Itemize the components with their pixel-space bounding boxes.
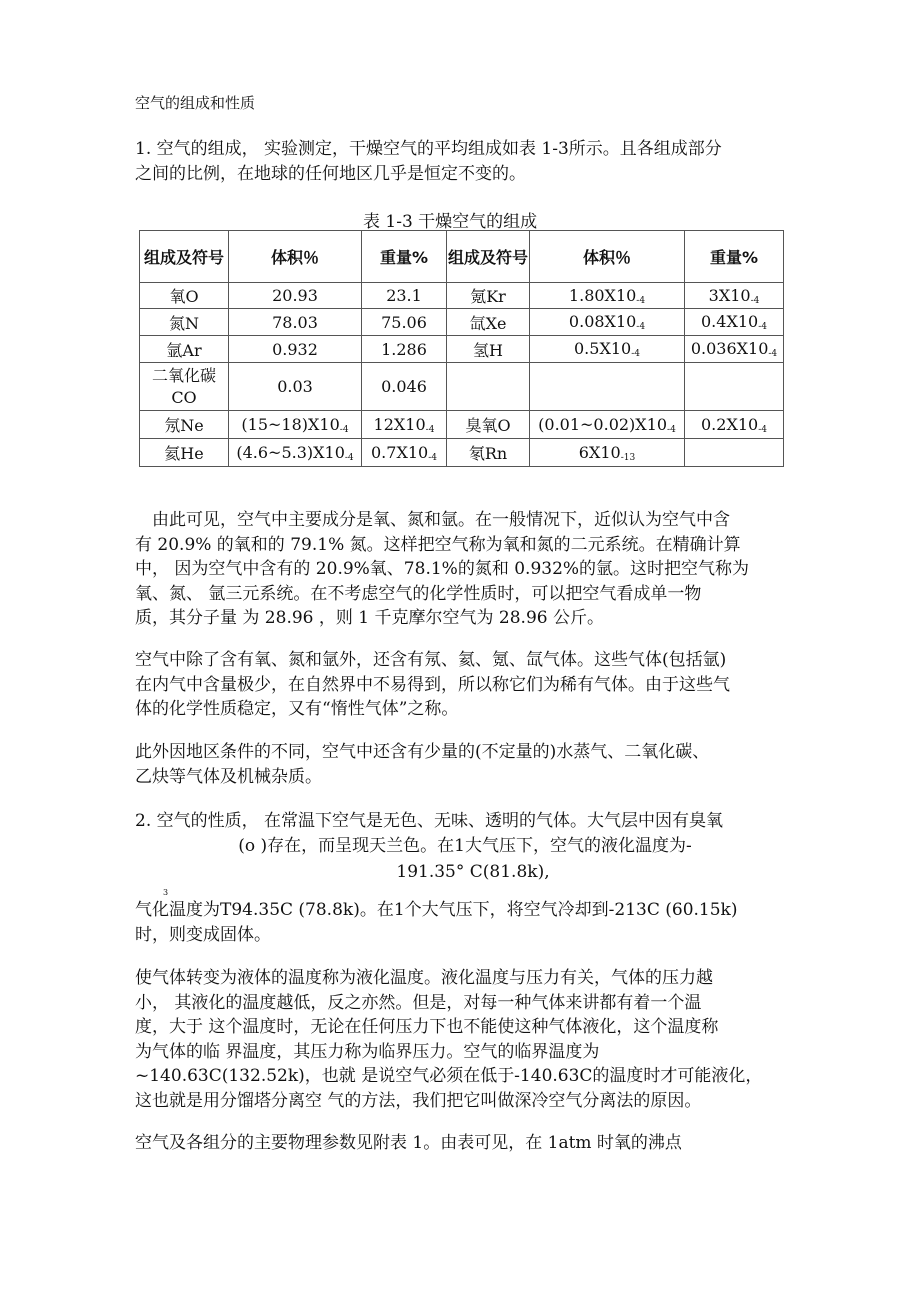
- table-row: [140, 309, 784, 336]
- paragraph-air-composition: [135, 137, 795, 186]
- text-line: 2. 空气的性质， 在常温下空气是无色、无味、透明的气体。大气层中因有臭氧: [135, 811, 724, 831]
- table-cell: 23.1: [362, 283, 447, 309]
- document-title: 空气的组成和性质: [135, 94, 256, 112]
- text-line: 在内气中含量极少，在自然界中不易得到，所以称它们为稀有气体。由于这些气: [135, 674, 730, 695]
- table-cell: 75.06: [362, 309, 447, 336]
- table-cell: [530, 363, 685, 411]
- paragraph-liquefaction: [135, 966, 795, 1113]
- text-line: 气化温度为T94.35C (78.8k)。在1个大气压下，将空气冷却到-213C (60.15k): [135, 900, 738, 920]
- header-cell: 重量%: [685, 231, 784, 283]
- table-caption: 表 1-3 干燥空气的组成: [363, 212, 538, 232]
- table-cell: $(15\sim 18)X10_{-4}$: [229, 411, 362, 439]
- table-cell: 0.046: [362, 363, 447, 411]
- text-line: 此外因地区条件的不同，空气中还含有少量的(不定量的)水蒸气、二氧化碳、: [135, 742, 710, 762]
- table-cell: 氖Ne: [140, 411, 229, 439]
- paragraph-impurities: [135, 740, 795, 789]
- text-line: 空气中除了含有氧、氮和氩外，还含有氖、氦、氪、氙气体。这些气体(包括氩): [135, 650, 727, 670]
- table-cell: 78.03: [229, 309, 362, 336]
- table-cell: $0.036X10_{-4}$: [685, 336, 784, 363]
- text-line: 体的化学性质稳定，又有“惰性气体”之称。: [135, 699, 459, 719]
- table-cell: 20.93: [229, 283, 362, 309]
- table-cell: 氙Xe: [447, 309, 530, 336]
- table-cell: [685, 439, 784, 467]
- text-line: 氧、氮、 氩三元系统。在不考虑空气的化学性质时，可以把空气看成单一物: [135, 583, 702, 604]
- header-cell: 组成及符号: [447, 231, 530, 283]
- paragraph-air-properties: [135, 809, 795, 834]
- text-line-centered: (o )存在，而呈现天兰色。在1大气压下，空气的液化温度为-: [238, 836, 692, 856]
- table-cell: $0.7X10_{-4}$: [362, 439, 447, 467]
- table-cell: $12X10_{-4}$: [362, 411, 447, 439]
- paragraph-air-properties-cont: [135, 898, 795, 947]
- table-cell: $0.5X10_{-4}$: [530, 336, 685, 363]
- text-line: 空气及各组分的主要物理参数见附表 1。由表可见，在 1atm 时氧的沸点: [135, 1133, 682, 1153]
- text-line: 乙炔等气体及机械杂质。: [135, 766, 322, 787]
- paragraph-physical-parameters: [135, 1131, 795, 1156]
- table-cell: 氧O: [140, 283, 229, 309]
- table-cell: $(4.6\sim 5.3)X10_{-4}$: [229, 439, 362, 467]
- text-line: 中， 因为空气中含有的 20.9%氧、78.1%的氮和 0.932%的氩。这时把空气称为: [135, 559, 750, 579]
- table-cell: $1.80X10_{-4}$: [530, 283, 685, 309]
- table-row: [140, 411, 784, 439]
- text-line: 之间的比例，在地球的任何地区几乎是恒定不变的。: [135, 163, 526, 184]
- table-cell: 二氧化碳 CO: [140, 363, 229, 411]
- text-line: 质，其分子量 为 28.96 ，则 1 千克摩尔空气为 28.96 公斤。: [135, 608, 604, 628]
- table-cell: [685, 363, 784, 411]
- text-line-centered: 191.35° C(81.8k),: [396, 862, 550, 882]
- table-cell: $0.4X10_{-4}$: [685, 309, 784, 336]
- table-row: [140, 336, 784, 363]
- header-cell: 重量%: [362, 231, 447, 283]
- table-cell: $0.2X10_{-4}$: [685, 411, 784, 439]
- table-cell: 1.286: [362, 336, 447, 363]
- table-row: [140, 283, 784, 309]
- table-cell: 氦He: [140, 439, 229, 467]
- text-line: ~140.63C(132.52k)，也就 是说空气必须在低于-140.63C的温度时才可能液化，: [135, 1066, 763, 1086]
- table-cell: 氢H: [447, 336, 530, 363]
- table-cell: 氪Kr: [447, 283, 530, 309]
- text-line: 由此可见，空气中主要成分是氧、氮和氩。在一般情况下，近似认为空气中含: [152, 510, 730, 530]
- table-row: [140, 363, 784, 411]
- table-row: [140, 439, 784, 467]
- table-cell: 氮N: [140, 309, 229, 336]
- table-cell: 臭氧O: [447, 411, 530, 439]
- text-line: 时，则变成固体。: [135, 924, 271, 945]
- text-line: 度，大于 这个温度时，无论在任何压力下也不能使这种气体液化，这个温度称: [135, 1017, 719, 1037]
- text-line: 1. 空气的组成， 实验测定，干燥空气的平均组成如表 1-3所示。且各组成部分: [135, 139, 722, 159]
- text-line: 有 20.9% 的氧和的 79.1% 氮。这样把空气称为氧和氮的二元系统。在精确计算: [135, 534, 741, 555]
- table-header-row: [140, 231, 784, 283]
- table-cell: 氡Rn: [447, 439, 530, 467]
- table-cell: $3X10_{-4}$: [685, 283, 784, 309]
- table-cell: $0.08X10_{-4}$: [530, 309, 685, 336]
- table-cell: 0.03: [229, 363, 362, 411]
- header-cell: 组成及符号: [140, 231, 229, 283]
- table-cell: $6X10_{-13}$: [530, 439, 685, 467]
- paragraph-rare-gases: [135, 648, 795, 722]
- text-line: 这也就是用分馏塔分离空 气的方法，我们把它叫做深冷空气分离法的原因。: [135, 1090, 702, 1111]
- table-cell: [447, 363, 530, 411]
- text-line: 使气体转变为液体的温度称为液化温度。液化温度与压力有关，气体的压力越: [135, 968, 713, 988]
- text-line: 为气体的临 界温度，其压力称为临界压力。空气的临界温度为: [135, 1041, 600, 1062]
- air-composition-table: [139, 230, 784, 467]
- header-cell: 体积％: [229, 231, 362, 283]
- table-cell: 氩Ar: [140, 336, 229, 363]
- header-cell: 体积％: [530, 231, 685, 283]
- table-cell: $(0.01\sim 0.02)X10_{-4}$: [530, 411, 685, 439]
- small-mark: 3: [163, 888, 169, 897]
- paragraph-main-components: [135, 508, 795, 631]
- text-line: 小， 其液化的温度越低，反之亦然。但是，对每一种气体来讲都有着一个温: [135, 992, 702, 1013]
- table-cell: 0.932: [229, 336, 362, 363]
